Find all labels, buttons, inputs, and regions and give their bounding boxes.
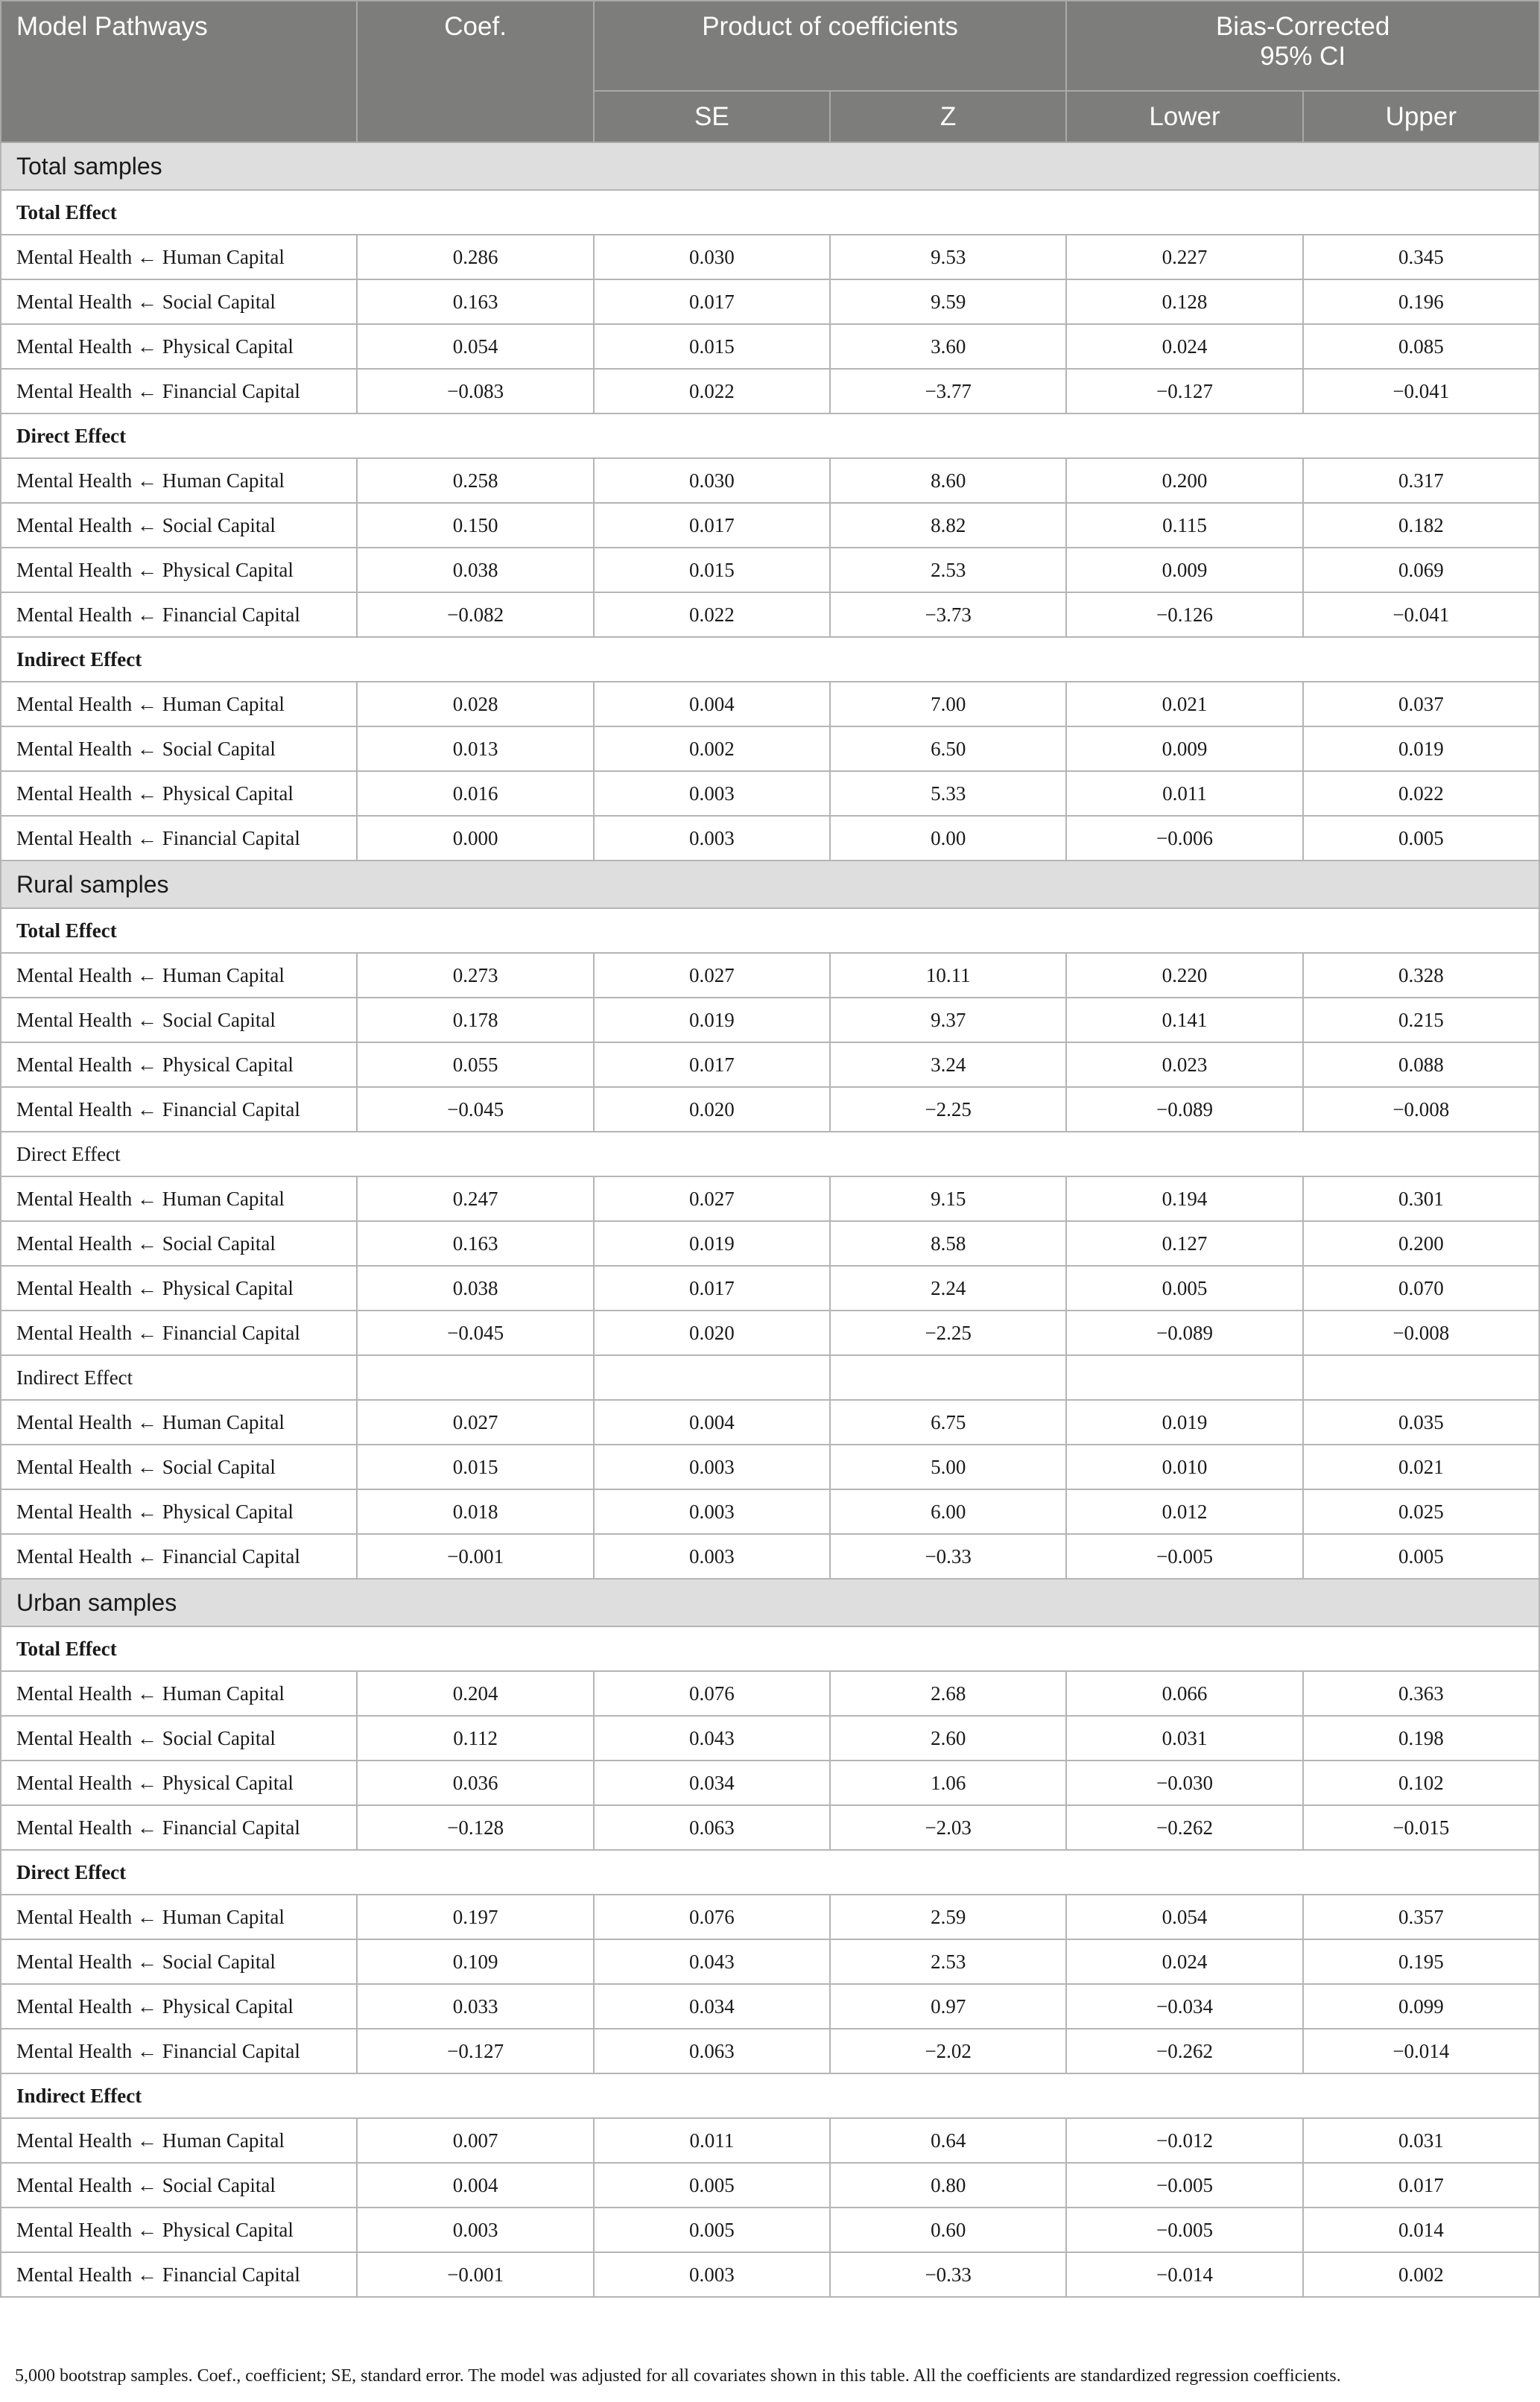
z-cell: −3.77 <box>830 369 1066 413</box>
section-row <box>1 413 1539 458</box>
se-cell: 0.020 <box>594 1311 830 1355</box>
coef-cell: 0.109 <box>357 1939 593 1984</box>
se-cell: 0.005 <box>594 2163 830 2208</box>
group-title: Total samples <box>1 142 1539 190</box>
coef-cell: 0.038 <box>357 548 593 592</box>
se-cell: 0.017 <box>594 1042 830 1087</box>
pathway-cell: Mental Health ← Physical Capital <box>1 548 357 592</box>
group-title: Urban samples <box>1 1579 1539 1626</box>
table-row <box>1 1087 1539 1132</box>
z-cell: 6.75 <box>830 1400 1066 1445</box>
coef-cell: 0.003 <box>357 2208 593 2252</box>
se-cell: 0.003 <box>594 2252 830 2297</box>
se-cell: 0.019 <box>594 998 830 1042</box>
z-cell: 10.11 <box>830 953 1066 998</box>
upper-cell: −0.014 <box>1303 2029 1539 2073</box>
coef-cell: 0.007 <box>357 2118 593 2163</box>
se-cell: 0.003 <box>594 816 830 861</box>
z-cell: 0.00 <box>830 816 1066 861</box>
coef-cell: 0.247 <box>357 1176 593 1221</box>
se-cell: 0.019 <box>594 1221 830 1266</box>
lower-cell: 0.011 <box>1066 771 1302 816</box>
upper-cell: −0.008 <box>1303 1311 1539 1355</box>
z-cell: −3.73 <box>830 592 1066 637</box>
upper-cell: 0.301 <box>1303 1176 1539 1221</box>
lower-cell: 0.021 <box>1066 682 1302 726</box>
coef-cell: 0.033 <box>357 1984 593 2029</box>
coef-cell: −0.045 <box>357 1311 593 1355</box>
pathway-cell: Mental Health ← Social Capital <box>1 279 357 324</box>
coef-cell: 0.000 <box>357 816 593 861</box>
section-title: Total Effect <box>1 190 1539 235</box>
table-row <box>1 592 1539 637</box>
coef-cell: −0.128 <box>357 1805 593 1850</box>
table-row <box>1 2118 1539 2163</box>
se-cell: 0.003 <box>594 771 830 816</box>
lower-cell: −0.030 <box>1066 1761 1302 1805</box>
se-cell: 0.015 <box>594 548 830 592</box>
pathway-cell: Mental Health ← Human Capital <box>1 1400 357 1445</box>
se-cell: 0.030 <box>594 458 830 503</box>
upper-cell: 0.196 <box>1303 279 1539 324</box>
upper-cell: 0.182 <box>1303 503 1539 548</box>
empty-cell <box>1303 1355 1539 1400</box>
coef-cell: −0.045 <box>357 1087 593 1132</box>
se-cell: 0.017 <box>594 503 830 548</box>
header-z: Z <box>830 91 1066 142</box>
table-row <box>1 1534 1539 1579</box>
lower-cell: 0.024 <box>1066 1939 1302 1984</box>
pathway-cell: Mental Health ← Human Capital <box>1 1895 357 1939</box>
table-row <box>1 816 1539 861</box>
table-row <box>1 2208 1539 2252</box>
se-cell: 0.063 <box>594 1805 830 1850</box>
upper-cell: 0.022 <box>1303 771 1539 816</box>
header-product-of-coefficients: Product of coefficients <box>594 1 1067 91</box>
table-row <box>1 458 1539 503</box>
se-cell: 0.043 <box>594 1939 830 1984</box>
z-cell: −2.02 <box>830 2029 1066 2073</box>
pathway-cell: Mental Health ← Physical Capital <box>1 2208 357 2252</box>
table-row <box>1 998 1539 1042</box>
z-cell: 2.60 <box>830 1716 1066 1761</box>
se-cell: 0.063 <box>594 2029 830 2073</box>
se-cell: 0.015 <box>594 324 830 369</box>
pathway-cell: Mental Health ← Human Capital <box>1 1176 357 1221</box>
lower-cell: −0.006 <box>1066 816 1302 861</box>
pathway-cell: Mental Health ← Human Capital <box>1 682 357 726</box>
pathway-cell: Mental Health ← Physical Capital <box>1 324 357 369</box>
table-row <box>1 1939 1539 1984</box>
z-cell: 0.60 <box>830 2208 1066 2252</box>
pathway-cell: Mental Health ← Physical Capital <box>1 1761 357 1805</box>
table-row <box>1 953 1539 998</box>
lower-cell: 0.054 <box>1066 1895 1302 1939</box>
table-row <box>1 682 1539 726</box>
se-cell: 0.011 <box>594 2118 830 2163</box>
lower-cell: 0.019 <box>1066 1400 1302 1445</box>
se-cell: 0.030 <box>594 235 830 279</box>
z-cell: 5.33 <box>830 771 1066 816</box>
se-cell: 0.003 <box>594 1489 830 1534</box>
upper-cell: 0.345 <box>1303 235 1539 279</box>
pathway-cell: Mental Health ← Physical Capital <box>1 771 357 816</box>
z-cell: 9.53 <box>830 235 1066 279</box>
lower-cell: −0.089 <box>1066 1087 1302 1132</box>
se-cell: 0.022 <box>594 369 830 413</box>
table-row <box>1 1311 1539 1355</box>
lower-cell: −0.005 <box>1066 1534 1302 1579</box>
section-title: Direct Effect <box>1 1850 1539 1895</box>
pathway-cell: Mental Health ← Financial Capital <box>1 1534 357 1579</box>
section-row <box>1 637 1539 682</box>
se-cell: 0.002 <box>594 726 830 771</box>
table-body <box>1 142 1539 2297</box>
pathway-cell: Mental Health ← Financial Capital <box>1 1087 357 1132</box>
section-row <box>1 1850 1539 1895</box>
empty-cell <box>594 1355 830 1400</box>
upper-cell: −0.041 <box>1303 369 1539 413</box>
lower-cell: −0.014 <box>1066 2252 1302 2297</box>
section-title: Indirect Effect <box>1 2073 1539 2118</box>
header-lower: Lower <box>1066 91 1302 142</box>
pathway-cell: Mental Health ← Human Capital <box>1 458 357 503</box>
se-cell: 0.034 <box>594 1984 830 2029</box>
upper-cell: 0.215 <box>1303 998 1539 1042</box>
empty-cell <box>357 1355 593 1400</box>
table-row <box>1 2029 1539 2073</box>
header-se: SE <box>594 91 830 142</box>
coef-cell: 0.015 <box>357 1445 593 1489</box>
lower-cell: −0.012 <box>1066 2118 1302 2163</box>
lower-cell: 0.220 <box>1066 953 1302 998</box>
upper-cell: 0.195 <box>1303 1939 1539 1984</box>
coef-cell: 0.036 <box>357 1761 593 1805</box>
lower-cell: 0.127 <box>1066 1221 1302 1266</box>
z-cell: 0.64 <box>830 2118 1066 2163</box>
coef-cell: 0.027 <box>357 1400 593 1445</box>
pathway-cell: Mental Health ← Social Capital <box>1 1939 357 1984</box>
pathway-cell: Mental Health ← Social Capital <box>1 503 357 548</box>
pathway-cell: Mental Health ← Financial Capital <box>1 1311 357 1355</box>
lower-cell: −0.034 <box>1066 1984 1302 2029</box>
table-row <box>1 1042 1539 1087</box>
upper-cell: 0.363 <box>1303 1671 1539 1716</box>
se-cell: 0.027 <box>594 953 830 998</box>
pathway-cell: Mental Health ← Physical Capital <box>1 1984 357 2029</box>
upper-cell: 0.005 <box>1303 816 1539 861</box>
z-cell: 7.00 <box>830 682 1066 726</box>
z-cell: 9.59 <box>830 279 1066 324</box>
se-cell: 0.003 <box>594 1534 830 1579</box>
table-header <box>1 1 1539 142</box>
z-cell: 2.68 <box>830 1671 1066 1716</box>
lower-cell: 0.115 <box>1066 503 1302 548</box>
z-cell: 2.53 <box>830 1939 1066 1984</box>
upper-cell: 0.017 <box>1303 2163 1539 2208</box>
coef-cell: 0.013 <box>357 726 593 771</box>
upper-cell: 0.031 <box>1303 2118 1539 2163</box>
header-bias-corrected-ci <box>1066 1 1539 91</box>
table-row <box>1 1716 1539 1761</box>
pathway-cell: Mental Health ← Financial Capital <box>1 1805 357 1850</box>
coef-cell: 0.018 <box>357 1489 593 1534</box>
lower-cell: 0.200 <box>1066 458 1302 503</box>
lower-cell: 0.066 <box>1066 1671 1302 1716</box>
pathway-cell: Mental Health ← Human Capital <box>1 953 357 998</box>
header-bias-line1: Bias-Corrected <box>1215 12 1390 41</box>
pathway-cell: Mental Health ← Physical Capital <box>1 1266 357 1311</box>
lower-cell: −0.089 <box>1066 1311 1302 1355</box>
se-cell: 0.043 <box>594 1716 830 1761</box>
table-row <box>1 1489 1539 1534</box>
lower-cell: 0.227 <box>1066 235 1302 279</box>
z-cell: −0.33 <box>830 1534 1066 1579</box>
upper-cell: 0.102 <box>1303 1761 1539 1805</box>
coef-cell: 0.004 <box>357 2163 593 2208</box>
section-row <box>1 1626 1539 1671</box>
pathway-cell: Mental Health ← Financial Capital <box>1 2029 357 2073</box>
pathway-cell: Mental Health ← Social Capital <box>1 1716 357 1761</box>
z-cell: 2.59 <box>830 1895 1066 1939</box>
table-row <box>1 1221 1539 1266</box>
lower-cell: 0.128 <box>1066 279 1302 324</box>
lower-cell: 0.141 <box>1066 998 1302 1042</box>
coef-cell: −0.082 <box>357 592 593 637</box>
table-row <box>1 1266 1539 1311</box>
z-cell: 9.37 <box>830 998 1066 1042</box>
se-cell: 0.022 <box>594 592 830 637</box>
upper-cell: 0.357 <box>1303 1895 1539 1939</box>
z-cell: 0.97 <box>830 1984 1066 2029</box>
z-cell: 5.00 <box>830 1445 1066 1489</box>
coef-cell: 0.055 <box>357 1042 593 1087</box>
header-coef: Coef. <box>357 1 593 142</box>
upper-cell: −0.008 <box>1303 1087 1539 1132</box>
empty-cell <box>1066 1355 1302 1400</box>
group-row <box>1 142 1539 190</box>
upper-cell: 0.317 <box>1303 458 1539 503</box>
z-cell: 0.80 <box>830 2163 1066 2208</box>
table-row <box>1 726 1539 771</box>
upper-cell: 0.088 <box>1303 1042 1539 1087</box>
coef-cell: −0.001 <box>357 1534 593 1579</box>
z-cell: −2.03 <box>830 1805 1066 1850</box>
pathway-cell: Mental Health ← Physical Capital <box>1 1489 357 1534</box>
upper-cell: 0.002 <box>1303 2252 1539 2297</box>
se-cell: 0.020 <box>594 1087 830 1132</box>
table-row <box>1 1400 1539 1445</box>
coef-cell: 0.028 <box>357 682 593 726</box>
pathway-cell: Mental Health ← Physical Capital <box>1 1042 357 1087</box>
pathway-cell: Mental Health ← Financial Capital <box>1 592 357 637</box>
upper-cell: 0.035 <box>1303 1400 1539 1445</box>
lower-cell: 0.023 <box>1066 1042 1302 1087</box>
lower-cell: −0.005 <box>1066 2208 1302 2252</box>
z-cell: 8.58 <box>830 1221 1066 1266</box>
se-cell: 0.034 <box>594 1761 830 1805</box>
pathway-cell: Mental Health ← Social Capital <box>1 1221 357 1266</box>
z-cell: 6.00 <box>830 1489 1066 1534</box>
lower-cell: 0.009 <box>1066 726 1302 771</box>
coef-cell: 0.112 <box>357 1716 593 1761</box>
se-cell: 0.076 <box>594 1671 830 1716</box>
section-row <box>1 1355 1539 1400</box>
upper-cell: 0.037 <box>1303 682 1539 726</box>
header-model-pathways: Model Pathways <box>1 1 357 142</box>
section-title: Total Effect <box>1 908 1539 953</box>
coef-cell: −0.001 <box>357 2252 593 2297</box>
upper-cell: −0.015 <box>1303 1805 1539 1850</box>
lower-cell: 0.010 <box>1066 1445 1302 1489</box>
upper-cell: 0.025 <box>1303 1489 1539 1534</box>
z-cell: 6.50 <box>830 726 1066 771</box>
upper-cell: 0.198 <box>1303 1716 1539 1761</box>
upper-cell: 0.200 <box>1303 1221 1539 1266</box>
coef-cell: −0.127 <box>357 2029 593 2073</box>
lower-cell: −0.005 <box>1066 2163 1302 2208</box>
section-title: Indirect Effect <box>1 1355 357 1400</box>
table-row <box>1 548 1539 592</box>
lower-cell: 0.009 <box>1066 548 1302 592</box>
z-cell: 3.60 <box>830 324 1066 369</box>
table-row <box>1 1805 1539 1850</box>
section-title: Indirect Effect <box>1 637 1539 682</box>
coef-cell: 0.273 <box>357 953 593 998</box>
z-cell: −2.25 <box>830 1087 1066 1132</box>
z-cell: −2.25 <box>830 1311 1066 1355</box>
pathway-cell: Mental Health ← Social Capital <box>1 726 357 771</box>
upper-cell: 0.069 <box>1303 548 1539 592</box>
empty-cell <box>830 1355 1066 1400</box>
pathway-cell: Mental Health ← Financial Capital <box>1 369 357 413</box>
table-row <box>1 1176 1539 1221</box>
z-cell: 1.06 <box>830 1761 1066 1805</box>
pathway-cell: Mental Health ← Social Capital <box>1 1445 357 1489</box>
coef-cell: 0.016 <box>357 771 593 816</box>
group-row <box>1 1579 1539 1626</box>
table-row <box>1 1895 1539 1939</box>
group-row <box>1 861 1539 908</box>
table-row <box>1 2163 1539 2208</box>
z-cell: 8.82 <box>830 503 1066 548</box>
table-row <box>1 2252 1539 2297</box>
coef-cell: 0.163 <box>357 279 593 324</box>
header-upper: Upper <box>1303 91 1539 142</box>
coef-cell: 0.038 <box>357 1266 593 1311</box>
upper-cell: 0.019 <box>1303 726 1539 771</box>
section-row <box>1 908 1539 953</box>
table-row <box>1 235 1539 279</box>
table-row <box>1 1671 1539 1716</box>
table-row <box>1 324 1539 369</box>
pathway-cell: Mental Health ← Financial Capital <box>1 2252 357 2297</box>
upper-cell: 0.085 <box>1303 324 1539 369</box>
se-cell: 0.076 <box>594 1895 830 1939</box>
section-title: Direct Effect <box>1 413 1539 458</box>
se-cell: 0.027 <box>594 1176 830 1221</box>
upper-cell: −0.041 <box>1303 592 1539 637</box>
section-title: Total Effect <box>1 1626 1539 1671</box>
z-cell: 2.24 <box>830 1266 1066 1311</box>
coef-cell: 0.204 <box>357 1671 593 1716</box>
upper-cell: 0.328 <box>1303 953 1539 998</box>
upper-cell: 0.070 <box>1303 1266 1539 1311</box>
table-row <box>1 369 1539 413</box>
lower-cell: −0.262 <box>1066 2029 1302 2073</box>
se-cell: 0.004 <box>594 1400 830 1445</box>
se-cell: 0.003 <box>594 1445 830 1489</box>
lower-cell: 0.194 <box>1066 1176 1302 1221</box>
table-row <box>1 279 1539 324</box>
coef-cell: 0.258 <box>357 458 593 503</box>
pathway-cell: Mental Health ← Human Capital <box>1 235 357 279</box>
table-row <box>1 503 1539 548</box>
coef-cell: 0.197 <box>357 1895 593 1939</box>
table-row <box>1 1761 1539 1805</box>
table-row <box>1 1984 1539 2029</box>
se-cell: 0.005 <box>594 2208 830 2252</box>
coef-cell: 0.178 <box>357 998 593 1042</box>
pathway-cell: Mental Health ← Social Capital <box>1 2163 357 2208</box>
group-title: Rural samples <box>1 861 1539 908</box>
lower-cell: 0.024 <box>1066 324 1302 369</box>
pathway-cell: Mental Health ← Financial Capital <box>1 816 357 861</box>
table-row <box>1 1445 1539 1489</box>
se-cell: 0.017 <box>594 279 830 324</box>
lower-cell: 0.031 <box>1066 1716 1302 1761</box>
coef-cell: 0.286 <box>357 235 593 279</box>
upper-cell: 0.005 <box>1303 1534 1539 1579</box>
se-cell: 0.004 <box>594 682 830 726</box>
pathway-cell: Mental Health ← Social Capital <box>1 998 357 1042</box>
lower-cell: 0.005 <box>1066 1266 1302 1311</box>
pathway-cell: Mental Health ← Human Capital <box>1 2118 357 2163</box>
z-cell: 3.24 <box>830 1042 1066 1087</box>
table-footnote: 5,000 bootstrap samples. Coef., coefficient; SE, standard error. The model was adjusted for all covariates shown in this table. All the coefficients are standardized regression coefficients. <box>15 2366 1341 2386</box>
se-cell: 0.017 <box>594 1266 830 1311</box>
coef-cell: 0.163 <box>357 1221 593 1266</box>
coef-cell: 0.150 <box>357 503 593 548</box>
upper-cell: 0.021 <box>1303 1445 1539 1489</box>
upper-cell: 0.099 <box>1303 1984 1539 2029</box>
upper-cell: 0.014 <box>1303 2208 1539 2252</box>
section-row <box>1 190 1539 235</box>
header-bias-line2: 95% CI <box>1260 42 1346 71</box>
section-row <box>1 2073 1539 2118</box>
pathway-cell: Mental Health ← Human Capital <box>1 1671 357 1716</box>
lower-cell: 0.012 <box>1066 1489 1302 1534</box>
z-cell: 9.15 <box>830 1176 1066 1221</box>
section-title: Direct Effect <box>1 1132 1539 1176</box>
coef-cell: 0.054 <box>357 324 593 369</box>
section-row <box>1 1132 1539 1176</box>
lower-cell: −0.127 <box>1066 369 1302 413</box>
z-cell: −0.33 <box>830 2252 1066 2297</box>
coef-cell: −0.083 <box>357 369 593 413</box>
lower-cell: −0.126 <box>1066 592 1302 637</box>
table-row <box>1 771 1539 816</box>
z-cell: 8.60 <box>830 458 1066 503</box>
lower-cell: −0.262 <box>1066 1805 1302 1850</box>
z-cell: 2.53 <box>830 548 1066 592</box>
